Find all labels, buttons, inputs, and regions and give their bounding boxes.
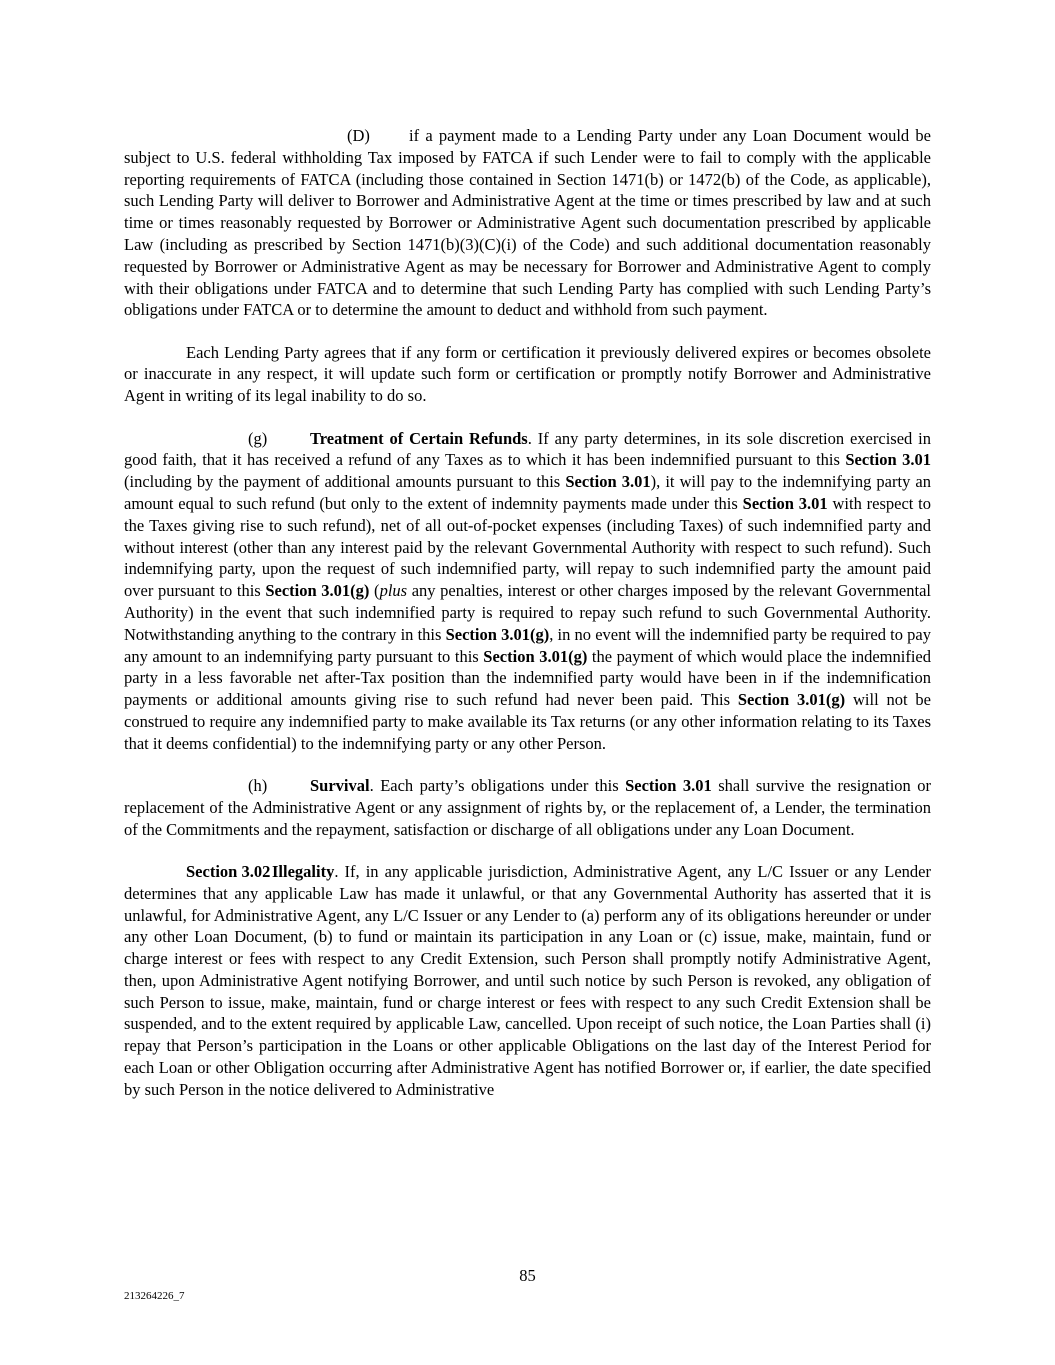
paragraph-g-text: . If any party determines, in its sole discretion exercised in good faith, that it has received a refund of any Taxes as to which it has been indemnified pursuant to this bbox=[124, 428, 931, 470]
paragraph-h-survival bbox=[124, 775, 931, 840]
paragraph-g-text: , in no event will the indemnified party be required to pay any amount to an indemnifying party pursuant to this bbox=[124, 624, 931, 666]
paragraph-g-text: any penalties, interest or other charges imposed by the relevant Governmental Authority) in the event that such indemnified party is required to repay such refund to such Governmental Authority. Notwithstanding anything to the contrary in this bbox=[124, 581, 931, 644]
paragraph-h-text: . Each party’s obligations under this bbox=[369, 776, 626, 796]
paragraph-lending-party-update bbox=[124, 342, 931, 407]
paragraph-g-text: ( bbox=[369, 581, 380, 601]
paragraph-g-text: will not be construed to require any indemnified party to make available its Tax returns (or any other information relating to its Taxes that it deems confidential) to the indemnifying party or any other Person. bbox=[124, 690, 931, 753]
section-reference: Section 3.01(g) bbox=[265, 581, 370, 601]
section-reference: Section 3.01(g) bbox=[445, 624, 550, 644]
section-3-02-heading: Illegality bbox=[272, 861, 335, 881]
section-reference: Section 3.01 bbox=[565, 472, 651, 492]
section-3-02-text: . If, in any applicable jurisdiction, Administrative Agent, any L/C Issuer or any Lender determines that any applicable Law has made it unlawful, or that any Governmental Authority has asserted that it is unlawful, for Administrative Agent, any L/C Issuer or any Lender to (a) perform any of its obligations hereunder or under any other Loan Document, (b) to fund or maintain its participation in any Loan or (c) issue, make, maintain, fund or charge interest or fees with respect to any Credit Extension, such Person shall promptly notify Administrative Agent, then, upon Administrative Agent notifying Borrower, and until such notice by such Person is revoked, any obligation of such Person to issue, make, maintain, fund or charge interest or fees with respect to any such Credit Extension shall be suspended, and to the extent required by applicable Law, cancelled. Upon receipt of such notice, the Loan Parties shall (i) repay that Person’s participation in the Loans or other applicable Obligations on the last day of the Interest Period for each Loan or other Obligation occurring after Administrative Agent has notified Borrower or, if earlier, the date specified by such Person in the notice delivered to Administrative bbox=[124, 861, 931, 1099]
paragraph-g-text: ), it will pay to the indemnifying party an amount equal to such refund (but only to the extent of indemnity payments made under this bbox=[124, 472, 931, 513]
section-reference: Section 3.01(g) bbox=[483, 646, 588, 666]
italic-plus: plus bbox=[379, 581, 408, 601]
section-reference: Section 3.01 bbox=[625, 776, 712, 796]
paragraph-g-text: (including by the payment of additional amounts pursuant to this bbox=[124, 472, 566, 492]
paragraph-h-label: (h) bbox=[248, 776, 268, 796]
document-page bbox=[124, 125, 931, 1121]
paragraph-h-heading: Survival bbox=[310, 776, 370, 796]
paragraph-g-heading: Treatment of Certain Refunds bbox=[310, 428, 528, 448]
paragraph-h-text: shall survive the resignation or replacement of the Administrative Agent or any assignment of rights by, or the replacement of, a Lender, the termination of the Commitments and the repayment, satisfaction or discharge of all obligations under any Loan Document. bbox=[124, 776, 931, 839]
paragraph-g-text: with respect to the Taxes giving rise to such refund), net of all out-of-pocket expenses (including Taxes) of such indemnified party and without interest (other than any interest paid by the relevant Governmental Authority with respect to such refund). Such indemnifying party, upon the request of such indemnified party, will repay to such indemnified party the amount paid over pursuant to this bbox=[124, 493, 932, 601]
section-reference: Section 3.01(g) bbox=[737, 690, 846, 710]
section-3-02-label: Section 3.02 bbox=[186, 861, 271, 881]
paragraph-g-text: the payment of which would place the indemnified party in a less favorable net after-Tax position than the indemnified party would have been in if the indemnification payments or additional amounts giving rise to such refund had never been paid. This bbox=[124, 646, 931, 710]
paragraph-d-text: if a payment made to a Lending Party under any Loan Document would be subject to U.S. federal withholding Tax imposed by FATCA if such Lender were to fail to comply with the applicable reporting requirements of FATCA (including those contained in Section 1471(b) or 1472(b) of the Code, as applicable), such Lending Party will deliver to Borrower and Administrative Agent at the time or times prescribed by law and at such time or times reasonably requested by Borrower or Administrative Agent such documentation prescribed by applicable Law (including as prescribed by Section 1471(b)(3)(C)(i) of the Code) and such additional documentation reasonably requested by Borrower or Administrative Agent as may be necessary for Borrower and Administrative Agent to comply with their obligations under FATCA and to determine that such Lending Party has complied with such Lending Party’s obligations under FATCA or to determine the amount to deduct and withhold from such payment. bbox=[124, 126, 931, 320]
section-reference: Section 3.01 bbox=[742, 493, 828, 513]
paragraph-d-label: (D) bbox=[347, 126, 370, 145]
section-reference: Section 3.01 bbox=[845, 450, 931, 470]
paragraph-g-refunds bbox=[124, 428, 931, 755]
page-number: 85 bbox=[519, 1266, 536, 1285]
document-id: 213264226_7 bbox=[124, 1290, 185, 1302]
paragraph-g-label: (g) bbox=[248, 428, 268, 448]
paragraph-d bbox=[124, 125, 931, 321]
paragraph-lending-party-text: Each Lending Party agrees that if any form or certification it previously delivered expires or becomes obsolete or inaccurate in any respect, it will update such form or certification or promptly notify Borrower and Administrative Agent in writing of its legal inability to do so. bbox=[124, 342, 931, 406]
section-3-02-illegality bbox=[124, 861, 931, 1101]
